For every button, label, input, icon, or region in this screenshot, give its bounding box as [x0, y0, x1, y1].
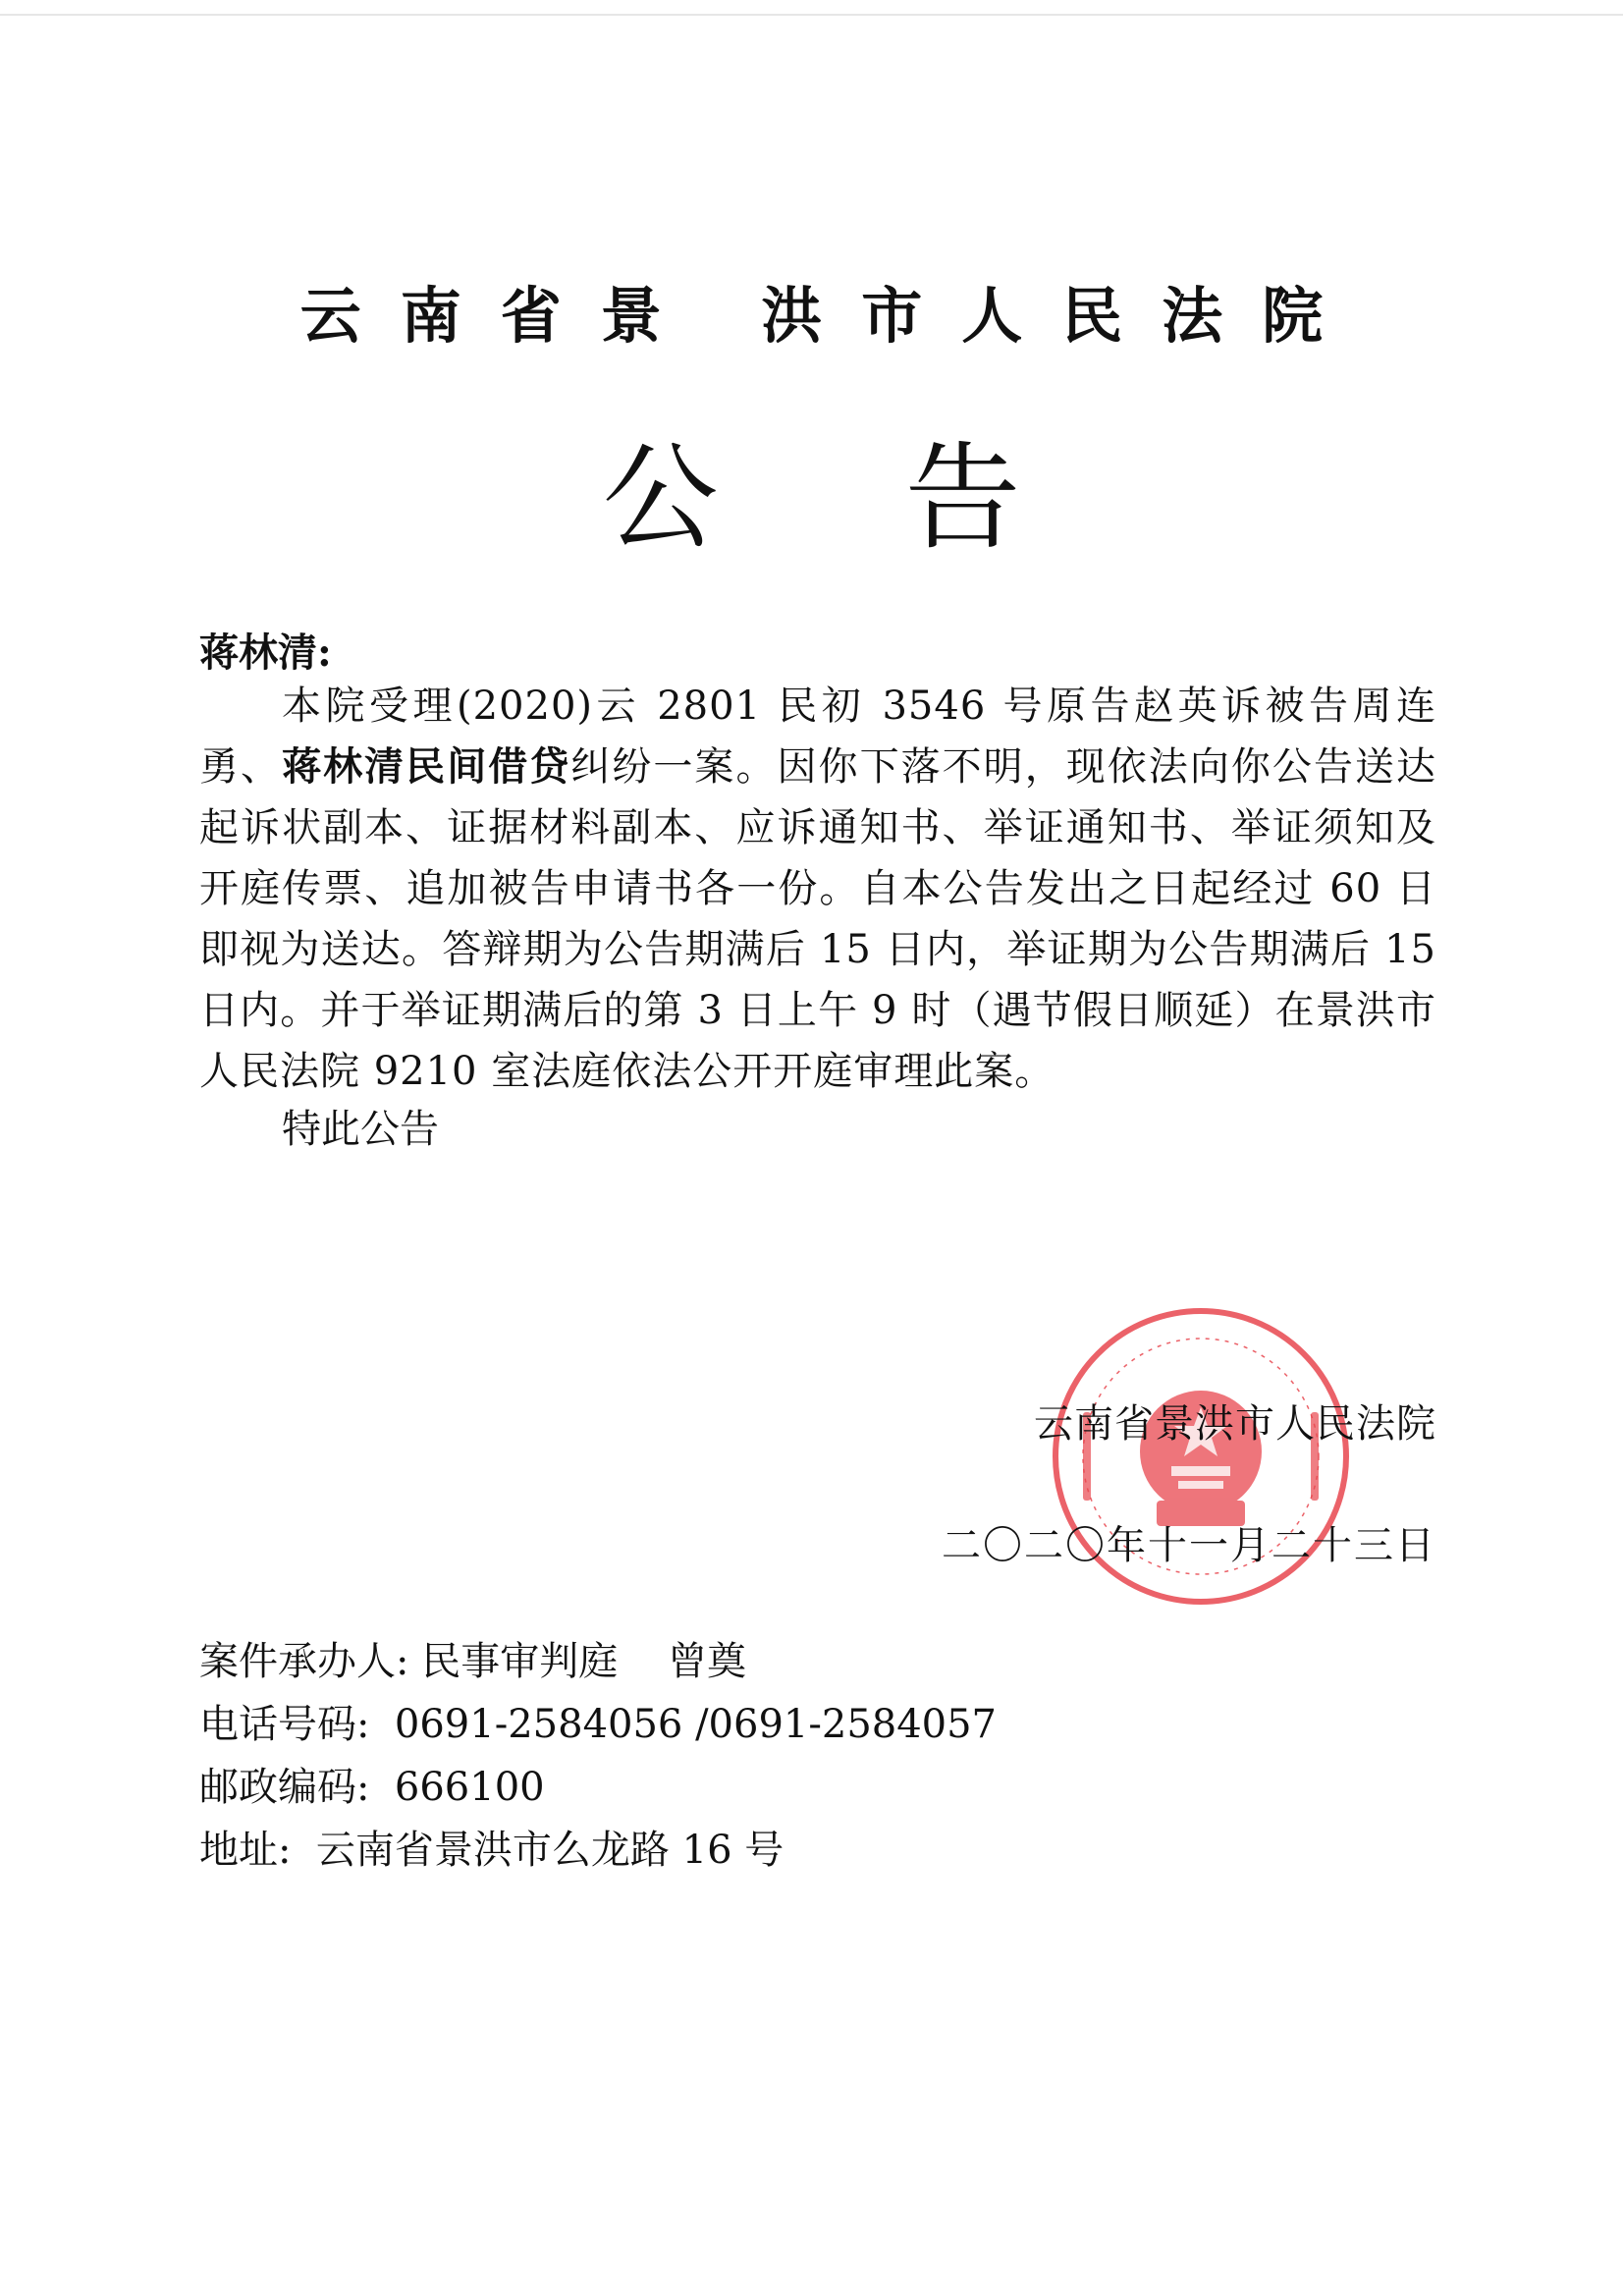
- body-text-bold: 蒋林清民间借贷: [282, 743, 571, 790]
- notice-body: [199, 676, 1436, 1102]
- closing-phrase: 特此公告: [282, 1107, 439, 1152]
- signature-date: 二〇二〇年十一月二十三日: [942, 1523, 1436, 1568]
- notice-title: 公告: [602, 430, 1208, 566]
- address: 地址: 云南省景洪市么龙路 16 号: [199, 1828, 784, 1873]
- court-name-heading: 云南省景 洪市人民法院: [299, 280, 1363, 352]
- body-text-part-2: 纠纷一案。因你下落不明，现依法向你公告送达起诉状副本、证据材料副本、应诉通知书、举证通知书、举证须知及开庭传票、追加被告申请书各一份。自本公告发出之日起经过 60 日即视为送达。答辩期为公告期满后 15 日内，举证期为公告期满后 15 日内。并于举证期满后的第 3 日上午 9 时（遇节假日顺延）在景洪市人民法院 9210 室法庭依法公开开庭审理此案。: [199, 744, 1437, 1094]
- body-text-part-1: 本院受理(2020)云 2801 民初 3546 号原告赵英诉被告周连勇、: [199, 683, 1436, 790]
- scan-edge: [0, 0, 1623, 16]
- addressee: 蒋林清:: [199, 629, 332, 676]
- case-handler: 案件承办人: 民事审判庭 曾奠: [199, 1639, 747, 1684]
- postal-code: 邮政编码: 666100: [199, 1765, 545, 1810]
- phone-number: 电话号码: 0691-2584056 /0691-2584057: [199, 1702, 998, 1747]
- signature-court: 云南省景洪市人民法院: [1034, 1401, 1436, 1447]
- contact-info: [199, 1630, 997, 1882]
